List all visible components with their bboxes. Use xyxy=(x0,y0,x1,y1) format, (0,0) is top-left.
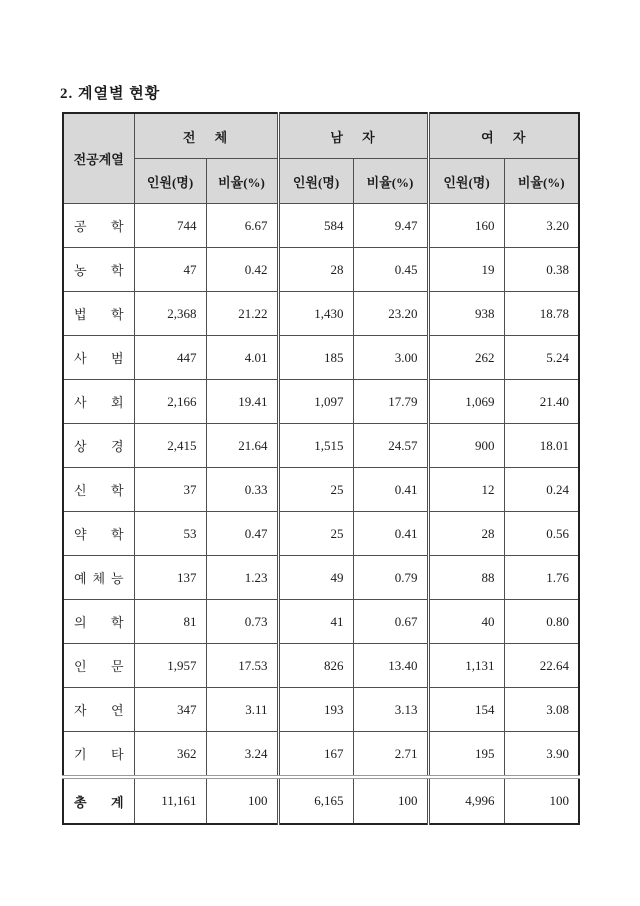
value-cell: 1.76 xyxy=(504,556,579,600)
category-status-table xyxy=(62,112,580,825)
total-row xyxy=(63,777,579,824)
category-label: 인 문 xyxy=(74,659,124,674)
value-cell: 0.56 xyxy=(504,512,579,556)
value-cell: 0.79 xyxy=(353,556,428,600)
value-cell: 41 xyxy=(278,600,353,644)
value-cell: 81 xyxy=(134,600,206,644)
category-cell xyxy=(63,556,134,600)
value-cell: 137 xyxy=(134,556,206,600)
category-cell xyxy=(63,512,134,556)
value-cell: 0.80 xyxy=(504,600,579,644)
subheader-male-count: 인원(명) xyxy=(278,159,353,204)
category-label: 자 연 xyxy=(74,703,124,718)
value-cell: 1,069 xyxy=(428,380,504,424)
value-cell: 17.53 xyxy=(206,644,278,688)
category-label: 예 체 능 xyxy=(74,571,124,586)
category-cell xyxy=(63,644,134,688)
category-label: 총 계 xyxy=(74,794,124,810)
table-row xyxy=(63,424,579,468)
table-row xyxy=(63,556,579,600)
value-cell: 447 xyxy=(134,336,206,380)
category-label: 사 범 xyxy=(74,351,124,366)
category-label: 신 학 xyxy=(74,483,124,498)
value-cell: 3.90 xyxy=(504,732,579,778)
value-cell: 12 xyxy=(428,468,504,512)
value-cell: 100 xyxy=(504,777,579,824)
table-body xyxy=(63,204,579,825)
group-header-row xyxy=(63,113,579,159)
value-cell: 262 xyxy=(428,336,504,380)
value-cell: 0.42 xyxy=(206,248,278,292)
value-cell: 9.47 xyxy=(353,204,428,248)
category-cell xyxy=(63,248,134,292)
value-cell: 0.41 xyxy=(353,468,428,512)
value-cell: 1.23 xyxy=(206,556,278,600)
value-cell: 18.01 xyxy=(504,424,579,468)
value-cell: 17.79 xyxy=(353,380,428,424)
value-cell: 1,430 xyxy=(278,292,353,336)
table-row xyxy=(63,336,579,380)
category-cell xyxy=(63,380,134,424)
value-cell: 1,515 xyxy=(278,424,353,468)
group-header-female: 여 자 xyxy=(428,113,579,159)
subheader-female-ratio: 비율(%) xyxy=(504,159,579,204)
value-cell: 1,957 xyxy=(134,644,206,688)
value-cell: 11,161 xyxy=(134,777,206,824)
value-cell: 160 xyxy=(428,204,504,248)
value-cell: 0.45 xyxy=(353,248,428,292)
table-row xyxy=(63,600,579,644)
subheader-row xyxy=(63,159,579,204)
table-row xyxy=(63,512,579,556)
value-cell: 347 xyxy=(134,688,206,732)
value-cell: 6.67 xyxy=(206,204,278,248)
value-cell: 1,131 xyxy=(428,644,504,688)
value-cell: 2,415 xyxy=(134,424,206,468)
value-cell: 22.64 xyxy=(504,644,579,688)
value-cell: 88 xyxy=(428,556,504,600)
category-label: 공 학 xyxy=(74,219,124,234)
category-cell xyxy=(63,600,134,644)
value-cell: 1,097 xyxy=(278,380,353,424)
value-cell: 23.20 xyxy=(353,292,428,336)
table-row xyxy=(63,732,579,778)
value-cell: 24.57 xyxy=(353,424,428,468)
value-cell: 100 xyxy=(206,777,278,824)
category-cell xyxy=(63,204,134,248)
value-cell: 3.13 xyxy=(353,688,428,732)
category-cell xyxy=(63,688,134,732)
value-cell: 4,996 xyxy=(428,777,504,824)
subheader-male-ratio: 비율(%) xyxy=(353,159,428,204)
category-cell xyxy=(63,336,134,380)
value-cell: 185 xyxy=(278,336,353,380)
value-cell: 3.20 xyxy=(504,204,579,248)
value-cell: 6,165 xyxy=(278,777,353,824)
category-label: 농 학 xyxy=(74,263,124,278)
table-row xyxy=(63,292,579,336)
subheader-female-count: 인원(명) xyxy=(428,159,504,204)
value-cell: 0.67 xyxy=(353,600,428,644)
value-cell: 3.11 xyxy=(206,688,278,732)
category-cell xyxy=(63,424,134,468)
value-cell: 25 xyxy=(278,512,353,556)
value-cell: 900 xyxy=(428,424,504,468)
value-cell: 5.24 xyxy=(504,336,579,380)
category-label: 상 경 xyxy=(74,439,124,454)
category-label: 기 타 xyxy=(74,747,124,762)
value-cell: 19 xyxy=(428,248,504,292)
value-cell: 13.40 xyxy=(353,644,428,688)
value-cell: 0.41 xyxy=(353,512,428,556)
value-cell: 28 xyxy=(428,512,504,556)
value-cell: 100 xyxy=(353,777,428,824)
value-cell: 47 xyxy=(134,248,206,292)
value-cell: 21.22 xyxy=(206,292,278,336)
value-cell: 938 xyxy=(428,292,504,336)
value-cell: 154 xyxy=(428,688,504,732)
table-row xyxy=(63,248,579,292)
value-cell: 2.71 xyxy=(353,732,428,778)
category-label: 의 학 xyxy=(74,615,124,630)
value-cell: 195 xyxy=(428,732,504,778)
table-row xyxy=(63,468,579,512)
table-row xyxy=(63,688,579,732)
column-header-major-category: 전공계열 xyxy=(63,113,134,204)
subheader-total-ratio: 비율(%) xyxy=(206,159,278,204)
table-row xyxy=(63,380,579,424)
value-cell: 744 xyxy=(134,204,206,248)
value-cell: 3.00 xyxy=(353,336,428,380)
value-cell: 362 xyxy=(134,732,206,778)
value-cell: 21.40 xyxy=(504,380,579,424)
value-cell: 167 xyxy=(278,732,353,778)
table-row xyxy=(63,204,579,248)
value-cell: 193 xyxy=(278,688,353,732)
value-cell: 0.33 xyxy=(206,468,278,512)
value-cell: 0.73 xyxy=(206,600,278,644)
value-cell: 0.24 xyxy=(504,468,579,512)
value-cell: 25 xyxy=(278,468,353,512)
value-cell: 37 xyxy=(134,468,206,512)
value-cell: 2,166 xyxy=(134,380,206,424)
value-cell: 826 xyxy=(278,644,353,688)
total-label-cell xyxy=(63,777,134,824)
value-cell: 3.24 xyxy=(206,732,278,778)
category-cell xyxy=(63,732,134,778)
value-cell: 28 xyxy=(278,248,353,292)
value-cell: 18.78 xyxy=(504,292,579,336)
subheader-total-count: 인원(명) xyxy=(134,159,206,204)
value-cell: 21.64 xyxy=(206,424,278,468)
category-cell xyxy=(63,292,134,336)
category-label: 법 학 xyxy=(74,307,124,322)
group-header-male: 남 자 xyxy=(278,113,428,159)
value-cell: 49 xyxy=(278,556,353,600)
value-cell: 4.01 xyxy=(206,336,278,380)
category-label: 약 학 xyxy=(74,527,124,542)
value-cell: 40 xyxy=(428,600,504,644)
table-row xyxy=(63,644,579,688)
group-header-total: 전 체 xyxy=(134,113,278,159)
value-cell: 19.41 xyxy=(206,380,278,424)
value-cell: 584 xyxy=(278,204,353,248)
table-header xyxy=(63,113,579,204)
value-cell: 2,368 xyxy=(134,292,206,336)
value-cell: 0.38 xyxy=(504,248,579,292)
value-cell: 0.47 xyxy=(206,512,278,556)
category-label: 사 회 xyxy=(74,395,124,410)
value-cell: 53 xyxy=(134,512,206,556)
section-title: 2. 계열별 현황 xyxy=(60,86,161,102)
value-cell: 3.08 xyxy=(504,688,579,732)
category-cell xyxy=(63,468,134,512)
